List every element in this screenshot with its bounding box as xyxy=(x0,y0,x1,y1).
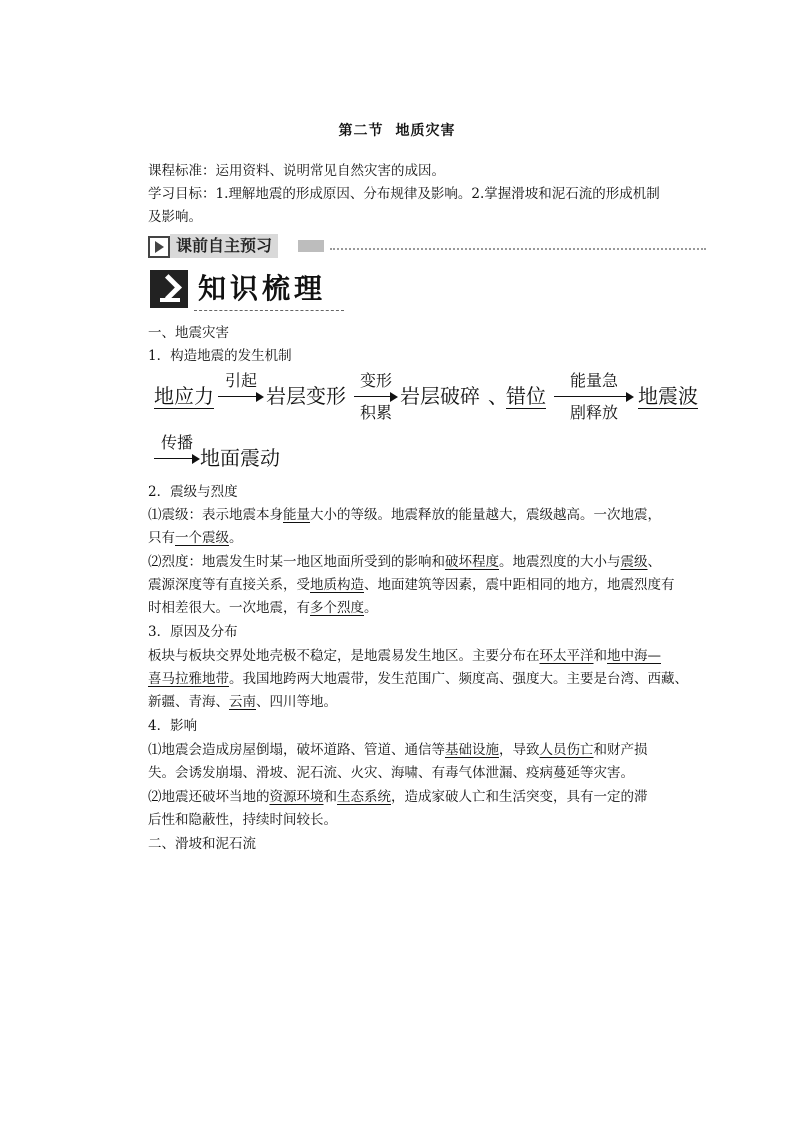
para-distribution-line1 xyxy=(148,645,688,667)
arrow-right-icon xyxy=(354,390,398,404)
section-heading-2: 二、滑坡和泥石流 xyxy=(148,836,256,852)
para-intensity-line1 xyxy=(148,551,688,573)
subheading-4: 4．影响 xyxy=(148,718,198,734)
flow-node-deformation: 岩层变形 xyxy=(266,384,346,408)
arrow-right-icon xyxy=(554,390,634,404)
text-run: 和 xyxy=(323,789,337,805)
subheading-1: 1．构造地震的发生机制 xyxy=(148,348,292,364)
para-magnitude-line2 xyxy=(148,527,688,549)
flow-node-seismic-wave: 地震波 xyxy=(638,384,698,408)
para-impact2-line2: 后性和隐蔽性，持续时间较长。 xyxy=(148,812,337,828)
para-magnitude-line1 xyxy=(148,504,688,526)
text-run: ⑵烈度：地震发生时某一地区地面所受到的影响和 xyxy=(148,554,445,570)
flow-arrow-2 xyxy=(354,372,398,422)
para-intensity-line3 xyxy=(148,597,688,619)
flow-diagram-row2 xyxy=(154,426,714,486)
underlined-term: 基础设施 xyxy=(445,742,499,758)
subheading-2: 2．震级与烈度 xyxy=(148,484,238,500)
knowledge-heading xyxy=(150,268,350,312)
learning-objectives-line2: 及影响。 xyxy=(148,209,202,225)
para-impact1-line2: 失。会诱发崩塌、滑坡、泥石流、火灾、海啸、有毒气体泄漏、疫病蔓延等灾害。 xyxy=(148,765,634,781)
flow-arrow-1-label: 引起 xyxy=(224,371,257,390)
flow-node-ground-shaking: 地面震动 xyxy=(200,446,280,470)
flow-arrow-3 xyxy=(554,372,634,422)
para-distribution-line2 xyxy=(148,668,688,690)
page-title xyxy=(0,120,794,140)
underlined-term: 震级 xyxy=(620,554,648,570)
flow-arrow-2-top: 变形 xyxy=(359,371,392,390)
text-run: 。我国地跨两大地震带，发生范围广、频度高、强度大。主要是台湾、西藏、 xyxy=(229,671,688,687)
section-heading-1: 一、地震灾害 xyxy=(148,325,229,341)
underlined-term: 地质构造 xyxy=(310,577,364,593)
flow-arrow-3-bottom: 剧释放 xyxy=(569,403,618,422)
banner-decoration xyxy=(298,240,324,252)
banner-label: 课前自主预习 xyxy=(170,234,278,258)
arrow-right-icon xyxy=(218,390,264,404)
section-number: 第二节 xyxy=(338,123,384,139)
flow-arrow-4-label: 传播 xyxy=(160,433,193,452)
dotted-divider xyxy=(330,248,706,250)
flow-arrow-1 xyxy=(218,372,264,404)
text-run: 大小的等级。地震释放的能量越大，震级越高。一次地震， xyxy=(310,507,661,523)
para-distribution-line3 xyxy=(148,691,688,713)
text-run: 、 xyxy=(647,554,661,570)
para-impact2-line1 xyxy=(148,786,688,808)
para-intensity-line2 xyxy=(148,574,688,596)
flow-arrow-2-bottom: 积累 xyxy=(359,403,392,422)
underlined-term: 环太平洋 xyxy=(539,648,594,664)
text-run: 时相差很大。一次地震，有 xyxy=(148,600,310,616)
text-run: 。地震烈度的大小与 xyxy=(499,554,621,570)
underlined-term: 人员伤亡 xyxy=(539,742,594,758)
text-run: 震源深度等有直接关系，受 xyxy=(148,577,310,593)
para-impact1-line1 xyxy=(148,739,688,761)
underlined-term: 能量 xyxy=(283,507,310,523)
learning-objectives-line1: 学习目标：1.理解地震的形成原因、分布规律及影响。2.掌握滑坡和泥石流的形成机制 xyxy=(148,186,660,202)
underlined-term: 破坏程度 xyxy=(445,554,499,570)
flow-arrow-3-top: 能量急 xyxy=(569,371,618,390)
underlined-term: 一个震级 xyxy=(175,530,229,546)
flow-diagram-row1 xyxy=(154,364,714,424)
text-run: 板块与板块交界处地壳极不稳定，是地震易发生地区。主要分布在 xyxy=(148,648,540,664)
text-run: 、四川等地。 xyxy=(256,694,337,710)
flow-node-rupture: 岩层破碎 xyxy=(400,384,480,408)
text-run: ⑴地震会造成房屋倒塌，破坏道路、管道、通信等 xyxy=(148,742,445,758)
underlined-term: 地中海— xyxy=(607,648,661,664)
text-run: 。 xyxy=(364,600,378,616)
text-run: 、地面建筑等因素，震中距相同的地方，地震烈度有 xyxy=(364,577,675,593)
text-run: ，导致 xyxy=(499,742,540,758)
text-run: ⑴震级：表示地震本身 xyxy=(148,507,283,523)
text-run: 新疆、青海、 xyxy=(148,694,229,710)
arrow-right-icon xyxy=(154,452,200,466)
underlined-term: 多个烈度 xyxy=(310,600,364,616)
text-run: 只有 xyxy=(148,530,175,546)
play-arrow-icon xyxy=(148,236,170,258)
flow-node-dislocation: 错位 xyxy=(506,384,546,408)
underlined-term: 资源环境 xyxy=(269,789,324,805)
section-banner xyxy=(148,234,708,258)
flow-arrow-4 xyxy=(154,434,200,466)
flow-separator: 、 xyxy=(488,384,508,408)
course-standard: 课程标准：运用资料、说明常见自然灾害的成因。 xyxy=(148,163,445,179)
check-arrow-icon xyxy=(150,270,188,308)
text-run: 和财产损 xyxy=(593,742,648,758)
underlined-term: 喜马拉雅地带 xyxy=(148,671,229,687)
flow-node-stress: 地应力 xyxy=(154,384,214,408)
subheading-3: 3．原因及分布 xyxy=(148,624,238,640)
heading-underline xyxy=(194,310,344,311)
knowledge-heading-text: 知识梳理 xyxy=(198,272,327,305)
text-run: ，造成家破人亡和生活突变，具有一定的滞 xyxy=(391,789,648,805)
underlined-term: 生态系统 xyxy=(337,789,391,805)
text-run: ⑵地震还破坏当地的 xyxy=(148,789,270,805)
underlined-term: 云南 xyxy=(229,694,256,710)
text-run: 和 xyxy=(593,648,607,664)
section-title: 地质灾害 xyxy=(395,123,456,139)
text-run: 。 xyxy=(229,530,243,546)
